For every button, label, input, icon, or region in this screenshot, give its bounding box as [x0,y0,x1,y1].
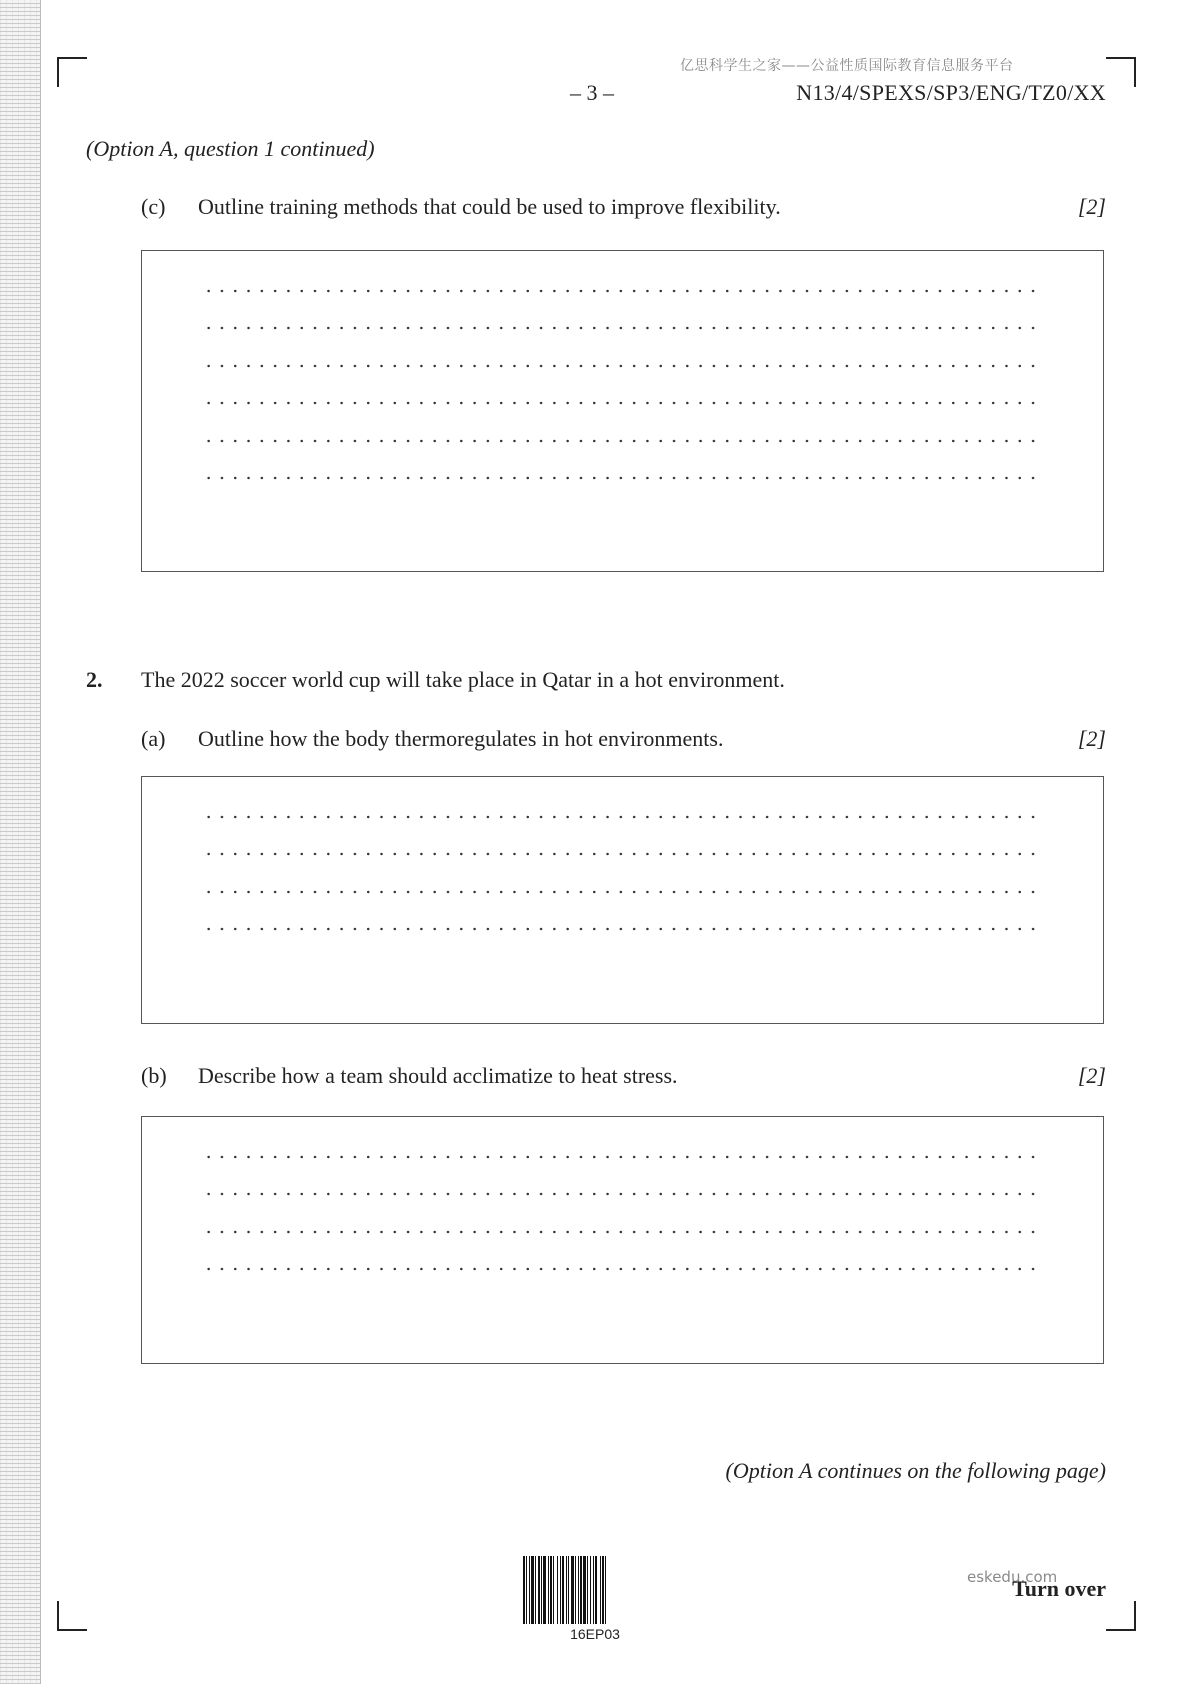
answer-line [202,1267,1044,1271]
marks-label: [2] [1077,1063,1106,1088]
continues-note: (Option A continues on the following page) [725,1458,1106,1483]
answer-line [202,401,1044,405]
question-stem: The 2022 soccer world cup will take place in Qatar in a hot environment. [141,667,785,692]
question-number: 2. [86,667,103,692]
answer-line [202,1192,1044,1196]
barcode-label: 16EP03 [570,1626,620,1642]
answer-line [202,289,1044,293]
crop-mark-bottom-left [57,1601,87,1631]
header-watermark: 亿思科学生之家——公益性质国际教育信息服务平台 [680,58,1014,74]
marks-label: [2] [1077,726,1106,751]
answer-box-2b[interactable] [141,1116,1104,1364]
answer-box-2a[interactable] [141,776,1104,1024]
question-text: Outline training methods that could be used to improve flexibility. [198,194,781,219]
part-letter: (b) [141,1063,167,1088]
answer-line [202,815,1044,819]
question-text: Outline how the body thermoregulates in hot environments. [198,726,724,751]
page-number: – 3 – [570,80,614,105]
part-letter: (c) [141,194,166,219]
answer-box-1c[interactable] [141,250,1104,572]
answer-line [202,890,1044,894]
answer-line [202,852,1044,856]
site-watermark: eskedu.com [967,1568,1058,1586]
binding-strip [0,0,41,1684]
barcode [522,1556,668,1642]
answer-line [202,476,1044,480]
question-text: Describe how a team should acclimatize to heat stress. [198,1063,678,1088]
part-letter: (a) [141,726,166,751]
continued-label: (Option A, question 1 continued) [86,136,375,161]
answer-line [202,326,1044,330]
paper-code: N13/4/SPEXS/SP3/ENG/TZ0/XX [796,80,1106,105]
crop-mark-bottom-right [1106,1601,1136,1631]
answer-line [202,1230,1044,1234]
answer-line [202,439,1044,443]
answer-line [202,1155,1044,1159]
turn-over-label: Turn over [1012,1576,1106,1601]
answer-line [202,364,1044,368]
crop-mark-top-left [57,57,87,87]
barcode-bars [522,1556,668,1624]
answer-line [202,927,1044,931]
marks-label: [2] [1077,194,1106,219]
crop-mark-top-right [1106,57,1136,87]
